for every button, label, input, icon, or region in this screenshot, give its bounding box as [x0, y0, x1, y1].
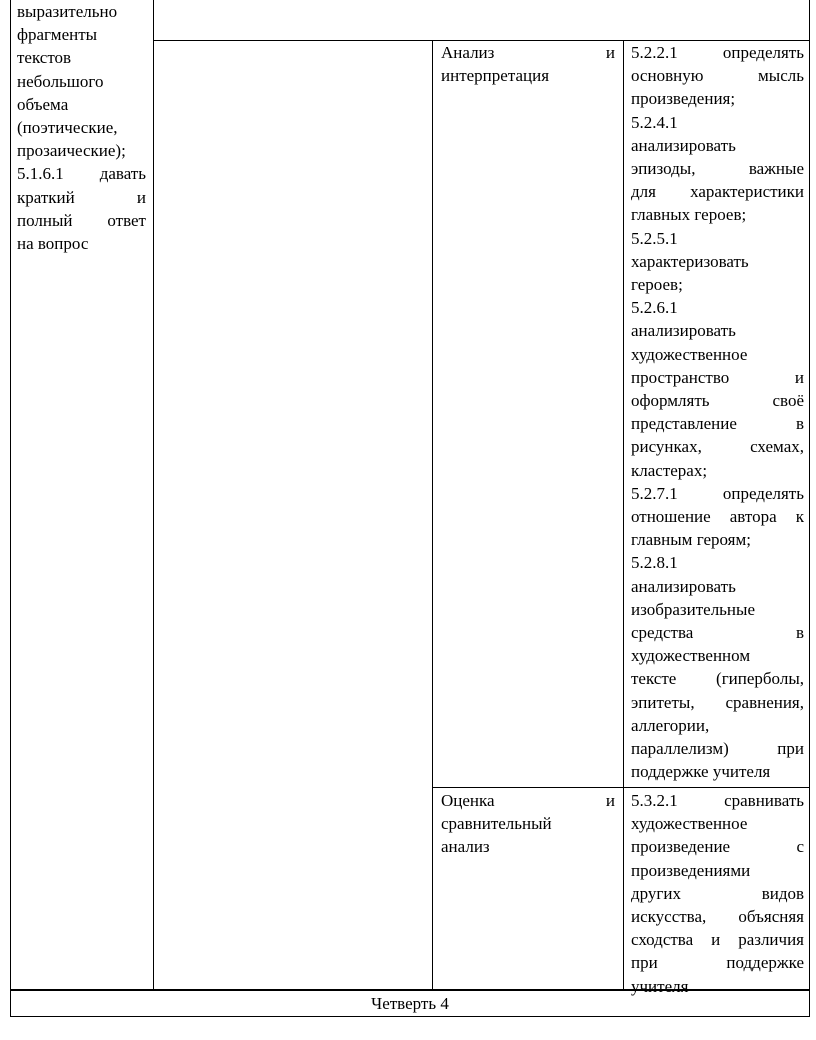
text-line: полный ответ — [17, 210, 146, 230]
text-line: для характеристики — [631, 182, 804, 202]
text-line: произведение с — [631, 837, 804, 857]
text-line: художественное — [631, 814, 748, 834]
text-line: произведениями — [631, 860, 751, 880]
table-cell-skill-analysis — [432, 40, 624, 788]
text-line: главных героев; — [631, 205, 747, 225]
text-line: отношение автора к — [631, 507, 804, 527]
objectives-text-evaluation — [631, 789, 804, 998]
text-line: оформлять своё — [631, 391, 804, 411]
text-line: выразительно — [17, 2, 118, 21]
text-line: произведения; — [631, 89, 736, 109]
text-line: героев; — [631, 275, 683, 295]
table-cell-top-right-empty — [153, 0, 810, 41]
text-line: основную мысль — [631, 66, 804, 86]
text-line: пространство и — [631, 367, 804, 387]
text-line: интерпретация — [441, 66, 550, 86]
text-line: поддержке учителя — [631, 762, 771, 782]
text-line: при поддержке — [631, 953, 804, 973]
text-line: 5.2.6.1 — [631, 298, 678, 318]
text-line: характеризовать — [631, 251, 749, 271]
text-line: изобразительные — [631, 599, 755, 619]
text-line: других видов — [631, 883, 804, 903]
text-line: художественное — [631, 344, 748, 364]
text-line: прозаические); — [17, 141, 126, 161]
text-line: сходства и различия — [631, 930, 804, 950]
text-line: эпизоды, важные — [631, 159, 804, 179]
text-line: представление в — [631, 414, 804, 434]
text-line: (поэтические, — [17, 118, 118, 138]
quarter-label: Четверть 4 — [371, 994, 449, 1013]
text-line: текстов — [17, 48, 72, 68]
text-line: художественном — [631, 646, 751, 666]
quarter-label-row — [10, 989, 810, 1017]
text-line: 5.2.7.1 определять — [631, 483, 804, 503]
text-line: кластерах; — [631, 460, 708, 480]
text-line: 5.2.8.1 — [631, 553, 678, 573]
text-line: 5.2.5.1 — [631, 228, 678, 248]
objectives-text-analysis — [631, 41, 804, 784]
text-line: 5.3.2.1 сравнивать — [631, 791, 804, 810]
text-line: 5.1.6.1 давать — [17, 164, 146, 184]
text-line: параллелизм) при — [631, 739, 804, 759]
table-cell-section-empty — [153, 40, 433, 990]
text-line: аллегории, — [631, 715, 710, 735]
text-line: 5.2.4.1 — [631, 112, 678, 132]
text-line: рисунках, схемах, — [631, 437, 804, 457]
skill-name-analysis — [441, 41, 615, 87]
text-line: анализировать — [631, 576, 736, 596]
text-line: главным героям; — [631, 530, 751, 550]
text-line: анализировать — [631, 135, 736, 155]
text-line: Анализ и — [441, 43, 615, 62]
text-line: Оценка и — [441, 791, 615, 810]
text-line: 5.2.2.1 определять — [631, 43, 804, 62]
text-line: на вопрос — [17, 234, 89, 254]
text-line: тексте (гиперболы, — [631, 669, 804, 689]
text-line: краткий и — [17, 187, 146, 207]
text-line: эпитеты, сравнения, — [631, 692, 804, 712]
objectives-text-col1 — [17, 0, 146, 255]
text-line: учителя — [631, 976, 689, 996]
text-line: сравнительный — [441, 814, 552, 834]
text-line: средства в — [631, 623, 804, 643]
skill-name-evaluation — [441, 789, 615, 859]
text-line: анализировать — [631, 321, 736, 341]
text-line: анализ — [441, 837, 490, 857]
text-line: объема — [17, 94, 69, 114]
text-line: искусства, объясняя — [631, 907, 804, 927]
text-line: фрагменты — [17, 25, 98, 45]
text-line: небольшого — [17, 71, 104, 91]
